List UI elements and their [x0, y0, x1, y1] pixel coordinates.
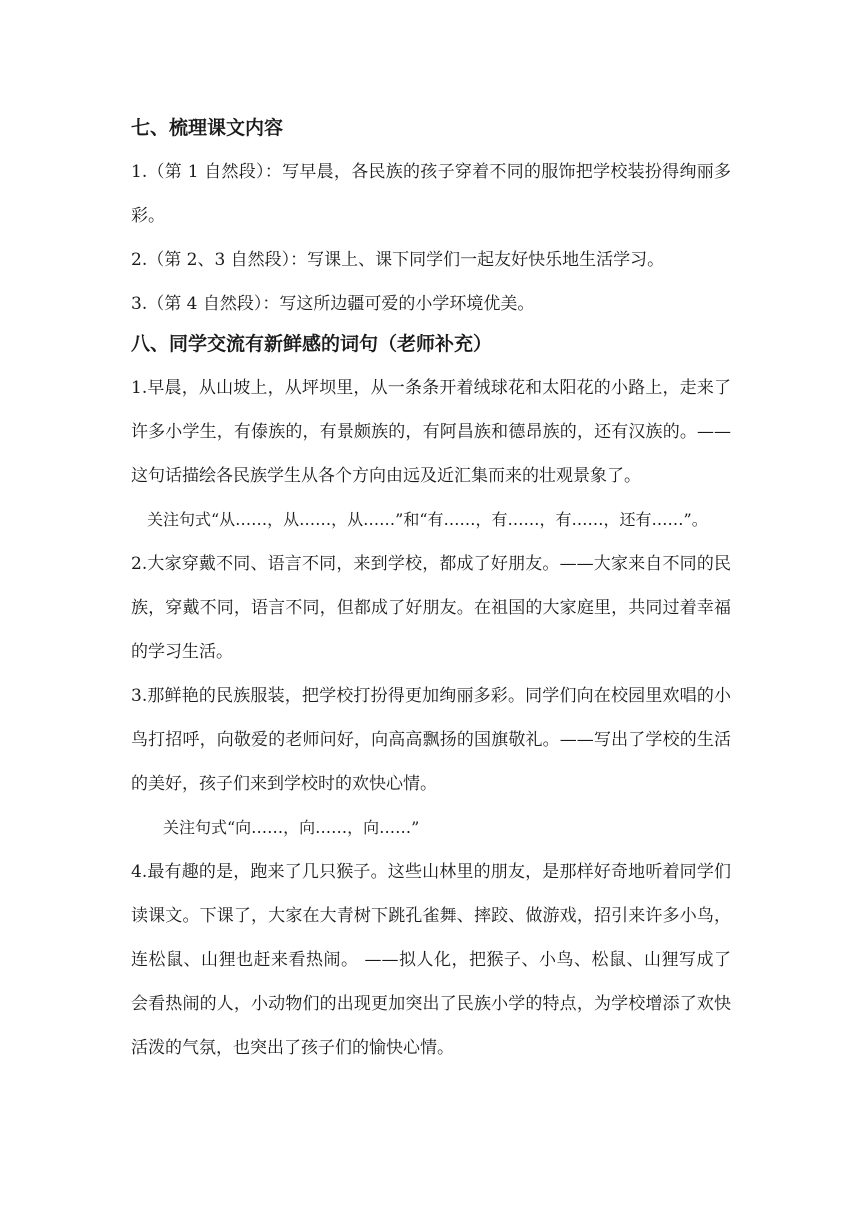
section-8-item-2: 2.大家穿戴不同、语言不同，来到学校，都成了好朋友。——大家来自不同的民族，穿戴不同，语言不同，但都成了好朋友。在祖国的大家庭里，共同过着幸福的学习生活。: [131, 554, 731, 662]
section-8-item-3: 3.那鲜艳的民族服装，把学校打扮得更加绚丽多彩。同学们向在校园里欢唱的小鸟打招呼，向敬爱的老师问好，向高高飘扬的国旗敬礼。——写出了学校的生活的美好，孩子们来到学校时的欢快心情。: [131, 686, 731, 794]
section-7-item-1: 1.（第 1 自然段）：写早晨，各民族的孩子穿着不同的服饰把学校装扮得绚丽多彩。: [131, 162, 731, 226]
section-8-heading: 八、同学交流有新鲜感的词句（老师补充）: [131, 333, 493, 355]
section-7-item-2: 2.（第 2、3 自然段）：写课上、课下同学们一起友好快乐地生活学习。: [131, 250, 665, 270]
section-7-heading: 七、梳理课文内容: [131, 117, 284, 139]
section-8-item-1: 1.早晨，从山坡上，从坪坝里，从一条条开着绒球花和太阳花的小路上，走来了许多小学生，有傣族的，有景颇族的，有阿昌族和德昂族的，还有汉族的。——这句话描绘各民族学生从各个方向由远及近汇集而来的壮观景象了。: [131, 378, 731, 486]
sentence-pattern-note-2: 关注句式“向……，向……，向……”: [163, 818, 420, 837]
document-body: [131, 112, 731, 1070]
sentence-pattern-note-1: 关注句式“从……，从……，从……”和“有……，有……，有……，还有……”。: [147, 510, 708, 529]
section-8-item-4: 4.最有趣的是，跑来了几只猴子。这些山林里的朋友，是那样好奇地听着同学们读课文。下课了，大家在大青树下跳孔雀舞、摔跤、做游戏，招引来许多小鸟，连松鼠、山狸也赶来看热闹。 ——拟人化，把猴子、小鸟、松鼠、山狸写成了会看热闹的人，小动物们的出现更加突出了民族小学的特点，为学校增添了欢快活泼的气氛，也突出了孩子们的愉快心情。: [131, 862, 731, 1058]
section-7-item-3: 3.（第 4 自然段）：写这所边疆可爱的小学环境优美。: [131, 294, 535, 314]
